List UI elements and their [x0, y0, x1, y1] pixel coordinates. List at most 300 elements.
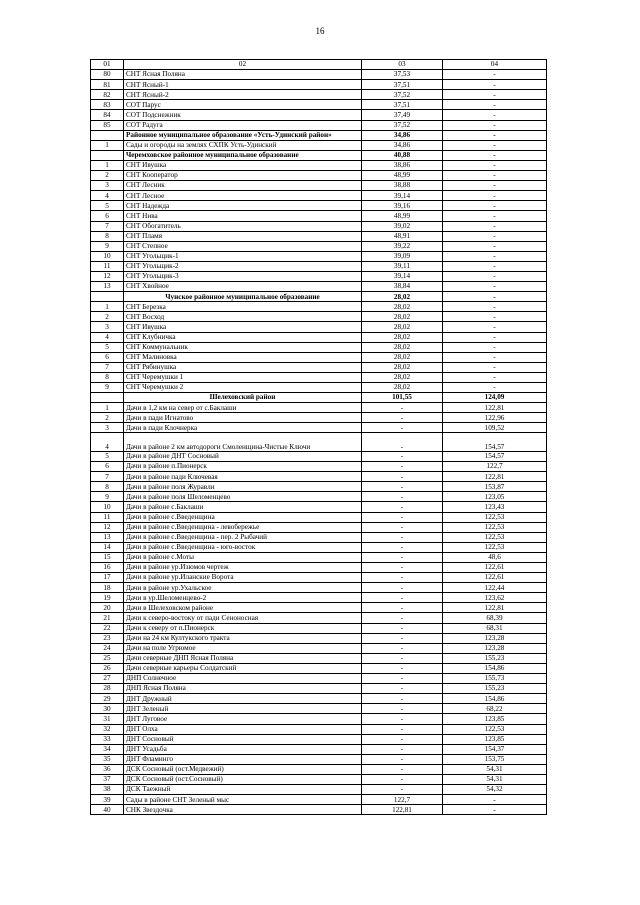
table-row: [91, 694, 547, 704]
row-name-cell: СНТ Ясный-2: [124, 90, 362, 100]
table-row: [91, 302, 547, 312]
row-value-03-cell: -: [362, 502, 443, 512]
row-value-03-cell: 38,86: [362, 160, 443, 170]
row-number-cell: 24: [91, 643, 124, 653]
row-name-cell: Дачи в районе 2 км автодороги Смоленщина-Чистые Ключи: [124, 433, 362, 452]
row-value-04-cell: -: [443, 383, 547, 393]
row-number-cell: 32: [91, 724, 124, 734]
row-number-cell: 31: [91, 714, 124, 724]
row-number-cell: 5: [91, 342, 124, 352]
row-name-cell: ДНП Ясная Поляна: [124, 684, 362, 694]
row-value-04-cell: 48,6: [443, 552, 547, 562]
row-number-cell: 34: [91, 744, 124, 754]
row-name-cell: Дачи в Шелеховском районе: [124, 603, 362, 613]
table-row: [91, 433, 547, 452]
table-row: [91, 674, 547, 684]
row-value-03-cell: -: [362, 522, 443, 532]
row-number-cell: 7: [91, 221, 124, 231]
table-row: [91, 241, 547, 251]
row-name-cell: ДНТ Олха: [124, 724, 362, 734]
row-value-03-cell: -: [362, 694, 443, 704]
row-name-cell: Дачи в районе п.Пионерск: [124, 462, 362, 472]
row-value-03-cell: 48,99: [362, 211, 443, 221]
row-name-cell: Дачи в районе ДНТ Сосновый: [124, 451, 362, 461]
row-value-03-cell: -: [362, 462, 443, 472]
row-number-cell: [91, 130, 124, 140]
row-name-cell: Чунское районное муниципальное образование: [124, 292, 362, 302]
row-name-cell: СНТ Нива: [124, 211, 362, 221]
row-number-cell: 19: [91, 593, 124, 603]
row-number-cell: 30: [91, 704, 124, 714]
row-value-03-cell: -: [362, 403, 443, 413]
row-name-cell: ДНТ Луговое: [124, 714, 362, 724]
row-value-04-cell: 153,87: [443, 482, 547, 492]
table-row: [91, 383, 547, 393]
row-number-cell: 6: [91, 462, 124, 472]
row-value-04-cell: -: [443, 342, 547, 352]
row-name-cell: ДСК Сосновый (ост.Медвежий): [124, 764, 362, 774]
table-row: [91, 372, 547, 382]
row-value-03-cell: 38,88: [362, 181, 443, 191]
table-row: [91, 502, 547, 512]
tariff-table: [90, 59, 547, 815]
row-number-cell: 15: [91, 552, 124, 562]
row-value-04-cell: -: [443, 120, 547, 130]
table-row: [91, 653, 547, 663]
row-number-cell: 7: [91, 362, 124, 372]
table-row: [91, 120, 547, 130]
row-value-04-cell: -: [443, 221, 547, 231]
row-number-cell: 1: [91, 160, 124, 170]
row-number-cell: 23: [91, 633, 124, 643]
row-value-03-cell: -: [362, 764, 443, 774]
row-number-cell: 5: [91, 201, 124, 211]
table-row: [91, 231, 547, 241]
row-number-cell: 6: [91, 352, 124, 362]
row-name-cell: СНТ Угольщик-1: [124, 251, 362, 261]
row-name-cell: СНТ Ясный-1: [124, 80, 362, 90]
row-value-03-cell: 37,52: [362, 120, 443, 130]
row-value-04-cell: 68,39: [443, 613, 547, 623]
row-value-04-cell: -: [443, 282, 547, 292]
row-name-cell: СНТ Обогатитель: [124, 221, 362, 231]
row-value-04-cell: 155,73: [443, 674, 547, 684]
row-value-03-cell: -: [362, 552, 443, 562]
row-value-04-cell: 123,85: [443, 734, 547, 744]
row-number-cell: 9: [91, 241, 124, 251]
row-value-04-cell: -: [443, 241, 547, 251]
row-value-03-cell: 37,49: [362, 110, 443, 120]
table-row: [91, 734, 547, 744]
row-value-04-cell: -: [443, 231, 547, 241]
row-value-03-cell: -: [362, 714, 443, 724]
row-value-04-cell: 109,52: [443, 423, 547, 433]
row-number-cell: 2: [91, 171, 124, 181]
row-name-cell: СНТ Угольщик-2: [124, 261, 362, 271]
table-row: [91, 593, 547, 603]
row-value-03-cell: -: [362, 704, 443, 714]
row-name-cell: Дачи на поле Угрюмое: [124, 643, 362, 653]
row-value-04-cell: 154,37: [443, 744, 547, 754]
row-value-03-cell: 48,91: [362, 231, 443, 241]
row-value-04-cell: -: [443, 160, 547, 170]
row-value-03-cell: -: [362, 785, 443, 795]
row-value-03-cell: -: [362, 674, 443, 684]
section-row: [91, 150, 547, 160]
row-name-cell: Дачи в районе поля Журавли: [124, 482, 362, 492]
row-number-cell: 9: [91, 383, 124, 393]
row-name-cell: ДСК Сосновый (ост.Сосновый): [124, 774, 362, 784]
row-number-cell: 8: [91, 482, 124, 492]
row-value-03-cell: 34,86: [362, 140, 443, 150]
row-value-04-cell: 154,57: [443, 451, 547, 461]
row-number-cell: 4: [91, 332, 124, 342]
row-value-03-cell: -: [362, 754, 443, 764]
row-name-cell: СОТ Парус: [124, 100, 362, 110]
row-value-03-cell: -: [362, 451, 443, 461]
table-row: [91, 563, 547, 573]
row-name-cell: Дачи в районе поля Шеломенцево: [124, 492, 362, 502]
row-name-cell: СОТ Радуга: [124, 120, 362, 130]
row-name-cell: СНТ Лесник: [124, 181, 362, 191]
row-name-cell: ДНТ Усадьба: [124, 744, 362, 754]
row-value-03-cell: -: [362, 512, 443, 522]
row-number-cell: 1: [91, 140, 124, 150]
row-name-cell: Дачи в районе с.Введенщина: [124, 512, 362, 522]
row-value-03-cell: 37,51: [362, 80, 443, 90]
row-number-cell: 3: [91, 181, 124, 191]
row-name-cell: Сады в районе СНТ Зеленый мыс: [124, 795, 362, 805]
row-number-cell: 28: [91, 684, 124, 694]
row-number-cell: 21: [91, 613, 124, 623]
row-number-cell: 7: [91, 472, 124, 482]
table-row: [91, 613, 547, 623]
row-value-04-cell: -: [443, 80, 547, 90]
row-name-cell: СНТ Надежда: [124, 201, 362, 211]
row-value-04-cell: -: [443, 302, 547, 312]
table-row: [91, 160, 547, 170]
table-row: [91, 282, 547, 292]
table-row: [91, 191, 547, 201]
row-value-03-cell: 39,02: [362, 221, 443, 231]
row-name-cell: ДНП Солнечное: [124, 674, 362, 684]
row-number-cell: 12: [91, 271, 124, 281]
row-name-cell: Дачи к северу от п.Пионерск: [124, 623, 362, 633]
row-value-04-cell: 123,28: [443, 633, 547, 643]
row-number-cell: 20: [91, 603, 124, 613]
row-number-cell: [91, 393, 124, 403]
row-name-cell: СНК Звездочка: [124, 805, 362, 815]
table-row: [91, 512, 547, 522]
row-number-cell: 81: [91, 80, 124, 90]
row-value-03-cell: -: [362, 663, 443, 673]
row-name-cell: Дачи в районе с.Введенщина - левобережье: [124, 522, 362, 532]
row-value-04-cell: -: [443, 140, 547, 150]
row-value-04-cell: 124,09: [443, 393, 547, 403]
row-name-cell: СОТ Подснежник: [124, 110, 362, 120]
table-row: [91, 492, 547, 502]
row-number-cell: 8: [91, 372, 124, 382]
column-header-04: 04: [443, 60, 547, 70]
row-name-cell: Дачи в районе ур.Иланские Ворота: [124, 573, 362, 583]
row-name-cell: СНТ Черемушки 2: [124, 383, 362, 393]
row-value-03-cell: 28,02: [362, 332, 443, 342]
row-value-04-cell: 122,81: [443, 472, 547, 482]
row-value-03-cell: -: [362, 643, 443, 653]
row-value-03-cell: 28,02: [362, 383, 443, 393]
row-value-03-cell: -: [362, 603, 443, 613]
row-value-04-cell: 122,81: [443, 403, 547, 413]
row-value-03-cell: 28,02: [362, 302, 443, 312]
row-value-04-cell: -: [443, 261, 547, 271]
row-name-cell: ДНТ Зеленый: [124, 704, 362, 714]
row-value-04-cell: 122,53: [443, 522, 547, 532]
row-value-03-cell: 28,02: [362, 312, 443, 322]
section-row: [91, 130, 547, 140]
row-number-cell: 9: [91, 492, 124, 502]
row-number-cell: 8: [91, 231, 124, 241]
row-number-cell: 80: [91, 70, 124, 80]
row-number-cell: 27: [91, 674, 124, 684]
row-value-04-cell: 123,28: [443, 643, 547, 653]
row-number-cell: 13: [91, 282, 124, 292]
row-number-cell: 12: [91, 522, 124, 532]
row-name-cell: Дачи в районе с.Баклаши: [124, 502, 362, 512]
table-row: [91, 362, 547, 372]
table-body: [91, 70, 547, 815]
table-row: [91, 211, 547, 221]
row-number-cell: 11: [91, 512, 124, 522]
table-row: [91, 352, 547, 362]
table-row: [91, 413, 547, 423]
table-row: [91, 462, 547, 472]
row-value-04-cell: -: [443, 332, 547, 342]
row-name-cell: ДНТ Дружный: [124, 694, 362, 704]
row-value-04-cell: 154,57: [443, 433, 547, 452]
row-name-cell: Дачи в пади Игнатово: [124, 413, 362, 423]
row-value-03-cell: 28,02: [362, 352, 443, 362]
row-value-04-cell: -: [443, 201, 547, 211]
row-number-cell: 40: [91, 805, 124, 815]
section-row: [91, 393, 547, 403]
table-row: [91, 451, 547, 461]
row-value-04-cell: -: [443, 90, 547, 100]
table-row: [91, 552, 547, 562]
table-row: [91, 704, 547, 714]
row-number-cell: 84: [91, 110, 124, 120]
row-name-cell: СНТ Лесное: [124, 191, 362, 201]
table-row: [91, 110, 547, 120]
row-number-cell: 29: [91, 694, 124, 704]
table-row: [91, 714, 547, 724]
row-number-cell: 2: [91, 312, 124, 322]
row-value-04-cell: 122,81: [443, 603, 547, 613]
row-value-03-cell: 28,02: [362, 362, 443, 372]
row-name-cell: Дачи к северо-востоку от пади Сеноносная: [124, 613, 362, 623]
row-value-04-cell: 122,96: [443, 413, 547, 423]
row-name-cell: СНТ Коммунальник: [124, 342, 362, 352]
row-value-03-cell: 39,14: [362, 191, 443, 201]
row-number-cell: 13: [91, 532, 124, 542]
row-value-04-cell: -: [443, 352, 547, 362]
row-name-cell: Черемховское районное муниципальное образование: [124, 150, 362, 160]
row-number-cell: 10: [91, 251, 124, 261]
table-row: [91, 251, 547, 261]
row-value-04-cell: 123,85: [443, 714, 547, 724]
row-name-cell: СНТ Восход: [124, 312, 362, 322]
row-value-03-cell: 28,02: [362, 292, 443, 302]
row-value-03-cell: 34,86: [362, 130, 443, 140]
table-row: [91, 221, 547, 231]
row-number-cell: 2: [91, 413, 124, 423]
row-value-04-cell: 68,22: [443, 704, 547, 714]
table-row: [91, 342, 547, 352]
table-row: [91, 805, 547, 815]
row-value-03-cell: -: [362, 724, 443, 734]
row-value-04-cell: 155,23: [443, 653, 547, 663]
row-value-04-cell: 153,75: [443, 754, 547, 764]
row-number-cell: 85: [91, 120, 124, 130]
row-value-03-cell: -: [362, 413, 443, 423]
table-row: [91, 332, 547, 342]
row-number-cell: 26: [91, 663, 124, 673]
row-value-03-cell: -: [362, 623, 443, 633]
row-number-cell: 17: [91, 573, 124, 583]
table-row: [91, 785, 547, 795]
table-row: [91, 322, 547, 332]
row-name-cell: СНТ Хвойное: [124, 282, 362, 292]
row-value-03-cell: -: [362, 684, 443, 694]
column-header-03: 03: [362, 60, 443, 70]
row-number-cell: 5: [91, 451, 124, 461]
row-value-03-cell: -: [362, 532, 443, 542]
row-value-03-cell: -: [362, 563, 443, 573]
table-row: [91, 542, 547, 552]
row-value-03-cell: 28,02: [362, 322, 443, 332]
table-row: [91, 754, 547, 764]
row-value-03-cell: -: [362, 472, 443, 482]
row-value-03-cell: 37,52: [362, 90, 443, 100]
row-name-cell: Шелеховский район: [124, 393, 362, 403]
row-number-cell: 25: [91, 653, 124, 663]
row-name-cell: СНТ Ивушка: [124, 322, 362, 332]
row-value-04-cell: -: [443, 362, 547, 372]
row-value-04-cell: -: [443, 150, 547, 160]
table-row: [91, 643, 547, 653]
row-value-04-cell: -: [443, 191, 547, 201]
row-number-cell: 4: [91, 191, 124, 201]
row-value-04-cell: 154,86: [443, 694, 547, 704]
row-value-04-cell: 122,53: [443, 532, 547, 542]
row-name-cell: СНТ Пламя: [124, 231, 362, 241]
row-value-04-cell: -: [443, 795, 547, 805]
table-row: [91, 744, 547, 754]
table-row: [91, 764, 547, 774]
row-value-04-cell: 122,44: [443, 583, 547, 593]
table-row: [91, 774, 547, 784]
row-value-04-cell: -: [443, 271, 547, 281]
row-value-04-cell: 122,61: [443, 573, 547, 583]
row-value-03-cell: -: [362, 573, 443, 583]
row-name-cell: ДСК Таежный: [124, 785, 362, 795]
row-name-cell: СНТ Кооператор: [124, 171, 362, 181]
row-value-03-cell: -: [362, 613, 443, 623]
row-value-04-cell: 54,31: [443, 764, 547, 774]
row-name-cell: ДНТ Фламинго: [124, 754, 362, 764]
row-value-03-cell: -: [362, 482, 443, 492]
row-value-04-cell: -: [443, 292, 547, 302]
row-value-03-cell: -: [362, 583, 443, 593]
row-name-cell: СНТ Ясная Поляна: [124, 70, 362, 80]
row-value-03-cell: -: [362, 653, 443, 663]
row-value-03-cell: -: [362, 593, 443, 603]
row-value-03-cell: -: [362, 433, 443, 452]
row-value-03-cell: -: [362, 734, 443, 744]
row-value-03-cell: 40,88: [362, 150, 443, 160]
row-name-cell: СНТ Черемушки 1: [124, 372, 362, 382]
row-value-04-cell: 54,32: [443, 785, 547, 795]
row-number-cell: 1: [91, 302, 124, 312]
row-number-cell: 33: [91, 734, 124, 744]
table-row: [91, 312, 547, 322]
row-value-04-cell: 122,61: [443, 563, 547, 573]
row-value-03-cell: 37,51: [362, 100, 443, 110]
row-name-cell: Дачи на 24 км Култукского тракта: [124, 633, 362, 643]
row-value-04-cell: -: [443, 322, 547, 332]
row-value-04-cell: -: [443, 251, 547, 261]
row-value-03-cell: 37,53: [362, 70, 443, 80]
row-value-04-cell: 122,53: [443, 512, 547, 522]
row-value-04-cell: -: [443, 70, 547, 80]
row-number-cell: 3: [91, 322, 124, 332]
row-name-cell: СНТ Степное: [124, 241, 362, 251]
row-value-04-cell: 123,62: [443, 593, 547, 603]
row-number-cell: 22: [91, 623, 124, 633]
row-value-03-cell: 39,11: [362, 261, 443, 271]
row-number-cell: 38: [91, 785, 124, 795]
table-row: [91, 403, 547, 413]
row-number-cell: 18: [91, 583, 124, 593]
row-value-03-cell: 38,84: [362, 282, 443, 292]
table-row: [91, 181, 547, 191]
row-number-cell: 36: [91, 764, 124, 774]
row-name-cell: ДНТ Сосновый: [124, 734, 362, 744]
row-number-cell: 16: [91, 563, 124, 573]
row-value-03-cell: 101,55: [362, 393, 443, 403]
row-name-cell: Дачи северные карьеры Солдатский: [124, 663, 362, 673]
row-number-cell: 83: [91, 100, 124, 110]
row-number-cell: 3: [91, 423, 124, 433]
table-row: [91, 100, 547, 110]
column-header-02: 02: [124, 60, 362, 70]
table-row: [91, 423, 547, 433]
row-value-04-cell: 123,43: [443, 502, 547, 512]
row-name-cell: Дачи в районе ур.Ухальское: [124, 583, 362, 593]
row-number-cell: 37: [91, 774, 124, 784]
table-row: [91, 472, 547, 482]
row-number-cell: 14: [91, 542, 124, 552]
row-name-cell: СНТ Рябинушка: [124, 362, 362, 372]
row-value-04-cell: -: [443, 312, 547, 322]
row-number-cell: 35: [91, 754, 124, 764]
row-number-cell: 82: [91, 90, 124, 100]
row-name-cell: Дачи в пади Клочнерка: [124, 423, 362, 433]
row-value-04-cell: -: [443, 181, 547, 191]
table-row: [91, 171, 547, 181]
row-name-cell: СНТ Березка: [124, 302, 362, 312]
row-value-04-cell: 122,53: [443, 542, 547, 552]
table-row: [91, 201, 547, 211]
